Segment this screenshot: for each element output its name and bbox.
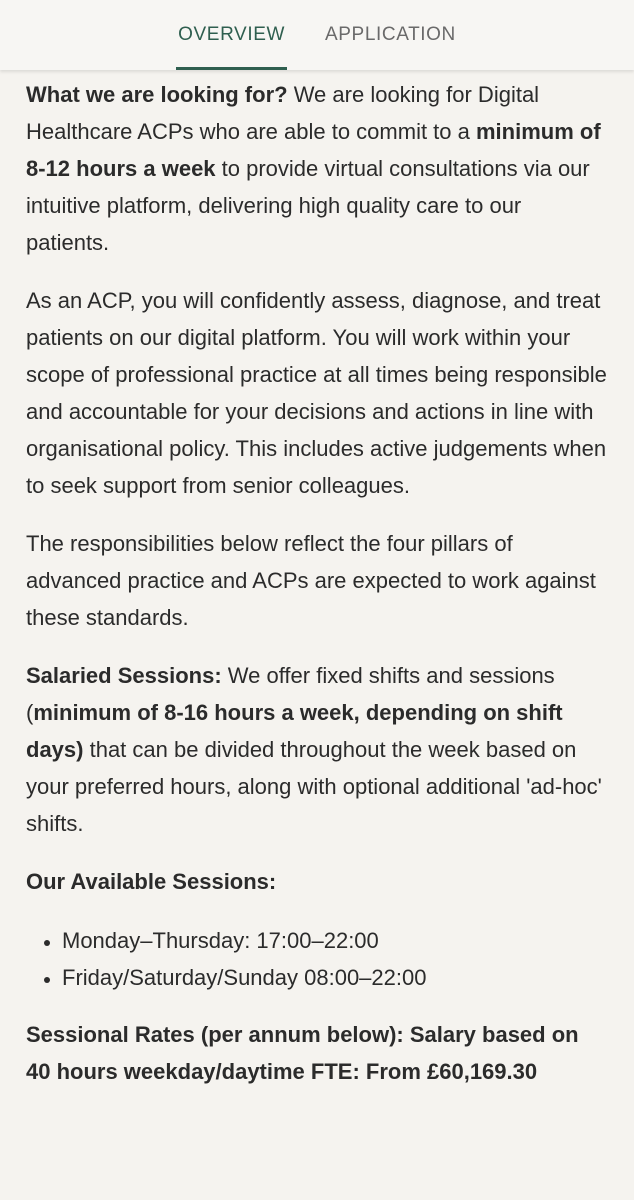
tab-application[interactable]: APPLICATION bbox=[325, 24, 456, 45]
salaried-sessions-paragraph bbox=[26, 657, 608, 842]
intro-paragraph bbox=[26, 76, 608, 261]
tab-bar bbox=[0, 0, 634, 70]
sessions-list bbox=[26, 922, 608, 996]
sessional-rates: Sessional Rates (per annum below): Salary based on 40 hours weekday/daytime FTE: From £60,169.30 bbox=[26, 1022, 579, 1084]
salaried-text-1: We offer fixed shifts and sessions ( bbox=[26, 663, 555, 725]
available-sessions-heading: Our Available Sessions: bbox=[26, 869, 277, 894]
intro-text-2: to provide virtual consultations via our intuitive platform, delivering high quality care to our patients. bbox=[26, 156, 590, 255]
intro-text-1: We are looking for Digital Healthcare ACPs who are able to commit to a bbox=[26, 82, 540, 144]
salaried-sessions-heading: Salaried Sessions: bbox=[26, 663, 222, 688]
tab-overview[interactable]: OVERVIEW bbox=[176, 24, 287, 70]
salaried-min-hours: minimum of 8-16 hours a week, depending on shift days) bbox=[26, 700, 563, 762]
list-item: • Monday–Thursday: 17:00–22:00 bbox=[62, 922, 608, 959]
salaried-text-2: that can be divided throughout the week based on your preferred hours, along with optional additional 'ad-hoc' shifts. bbox=[26, 737, 602, 836]
responsibilities-paragraph: The responsibilities below reflect the four pillars of advanced practice and ACPs are expected to work against these standards. bbox=[26, 531, 596, 630]
role-paragraph: As an ACP, you will confidently assess, diagnose, and treat patients on our digital platform. You will work within your scope of professional practice at all times being responsible and accountable for your decisions and actions in line with organisational policy. This includes active judgements when to seek support from senior colleagues. bbox=[26, 288, 607, 498]
intro-min-hours: minimum of 8-12 hours a week bbox=[26, 119, 601, 181]
job-description bbox=[0, 70, 634, 1090]
intro-heading: What we are looking for? bbox=[26, 82, 288, 107]
list-item: • Friday/Saturday/Sunday 08:00–22:00 bbox=[62, 959, 608, 996]
